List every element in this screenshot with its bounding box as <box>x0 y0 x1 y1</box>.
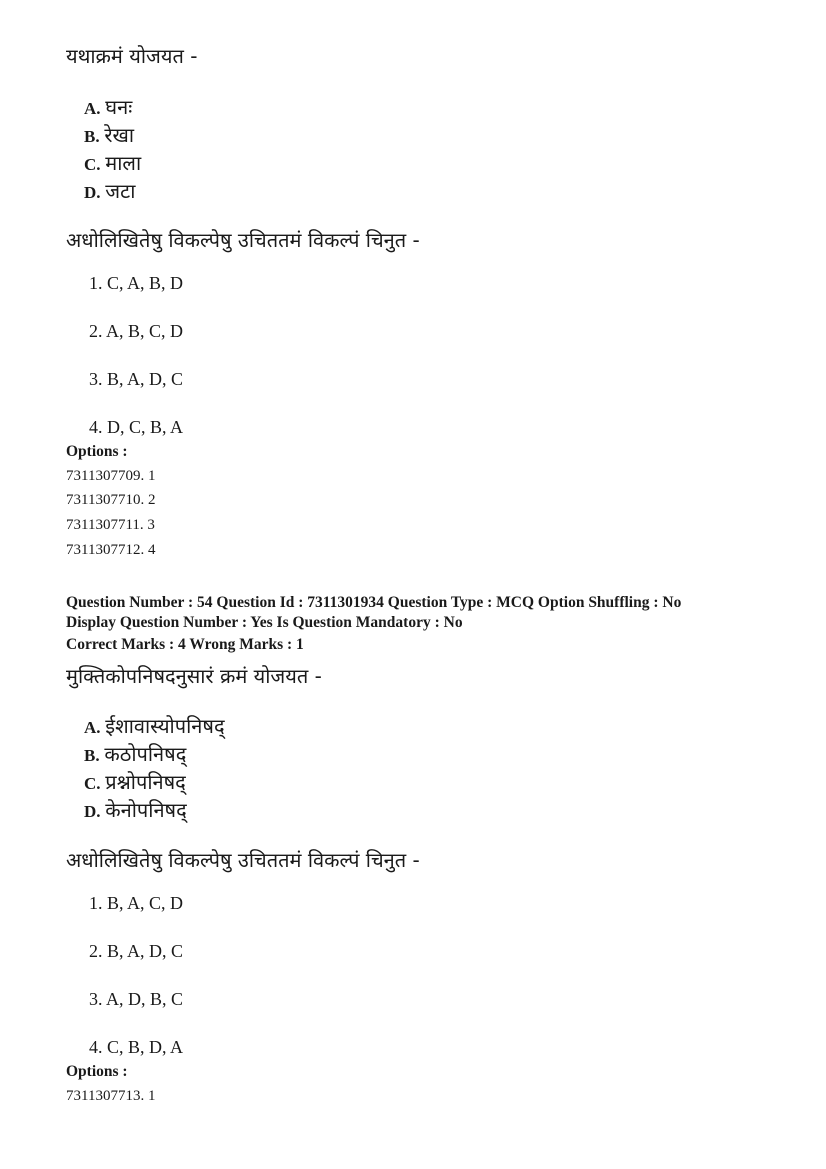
q2-choice-3: 3. A, D, B, C <box>89 989 184 1009</box>
q1-option-2: 7311307710. 2 <box>66 492 156 508</box>
q2-item-a-letter: A. <box>84 718 101 737</box>
q1-item-c-text: माला <box>105 151 142 175</box>
q1-option-4: 7311307712. 4 <box>66 542 156 558</box>
q2-item-b <box>84 740 186 767</box>
q1-item-d-text: जटा <box>105 179 136 203</box>
q2-item-c-text: प्रश्नोपनिषद् <box>105 770 186 794</box>
q1-item-c-letter: C. <box>84 155 101 174</box>
q1-choice-4: 4. D, C, B, A <box>89 417 184 437</box>
q1-item-a-letter: A. <box>84 99 101 118</box>
q2-prompt: अधोलिखितेषु विकल्पेषु उचिततमं विकल्पं चिनुत - <box>66 848 420 872</box>
q1-item-d <box>84 177 135 204</box>
q1-item-a <box>84 93 132 120</box>
q2-choice-1: 1. B, A, C, D <box>89 893 184 913</box>
q1-choice-1: 1. C, A, B, D <box>89 273 184 293</box>
q2-meta-line1: Question Number : 54 Question Id : 7311301934 Question Type : MCQ Option Shuffling : No <box>66 594 682 611</box>
q1-item-b-letter: B. <box>84 127 100 146</box>
q2-option-1: 7311307713. 1 <box>66 1088 156 1104</box>
q2-choice-4: 4. C, B, D, A <box>89 1037 184 1057</box>
q2-item-d <box>84 796 187 823</box>
q1-choice-2: 2. A, B, C, D <box>89 321 184 341</box>
q2-meta-line2: Display Question Number : Yes Is Question Mandatory : No <box>66 614 463 631</box>
q1-option-1: 7311307709. 1 <box>66 468 156 484</box>
q1-item-b-text: रेखा <box>104 123 135 147</box>
q1-item-d-letter: D. <box>84 183 101 202</box>
q2-item-d-text: केनोपनिषद् <box>105 798 187 822</box>
q1-item-b <box>84 121 134 148</box>
q1-instruction: यथाक्रमं योजयत - <box>66 44 198 68</box>
q2-item-b-text: कठोपनिषद् <box>104 742 187 766</box>
q2-item-c-letter: C. <box>84 774 101 793</box>
q2-item-c <box>84 768 186 795</box>
q2-item-d-letter: D. <box>84 802 101 821</box>
q2-item-b-letter: B. <box>84 746 100 765</box>
q2-item-a-text: ईशावास्योपनिषद् <box>105 714 225 738</box>
q1-prompt: अधोलिखितेषु विकल्पेषु उचिततमं विकल्पं चिनुत - <box>66 228 420 252</box>
q1-item-a-text: घनः <box>105 95 133 119</box>
q1-choice-3: 3. B, A, D, C <box>89 369 184 389</box>
q2-item-a <box>84 712 225 739</box>
q2-options-label: Options : <box>66 1063 128 1080</box>
q2-meta-line3: Correct Marks : 4 Wrong Marks : 1 <box>66 636 304 653</box>
q1-item-c <box>84 149 141 176</box>
q2-instruction: मुक्तिकोपनिषदनुसारं क्रमं योजयत - <box>66 664 322 688</box>
q1-options-label: Options : <box>66 443 128 460</box>
q1-option-3: 7311307711. 3 <box>66 517 155 533</box>
q2-choice-2: 2. B, A, D, C <box>89 941 184 961</box>
